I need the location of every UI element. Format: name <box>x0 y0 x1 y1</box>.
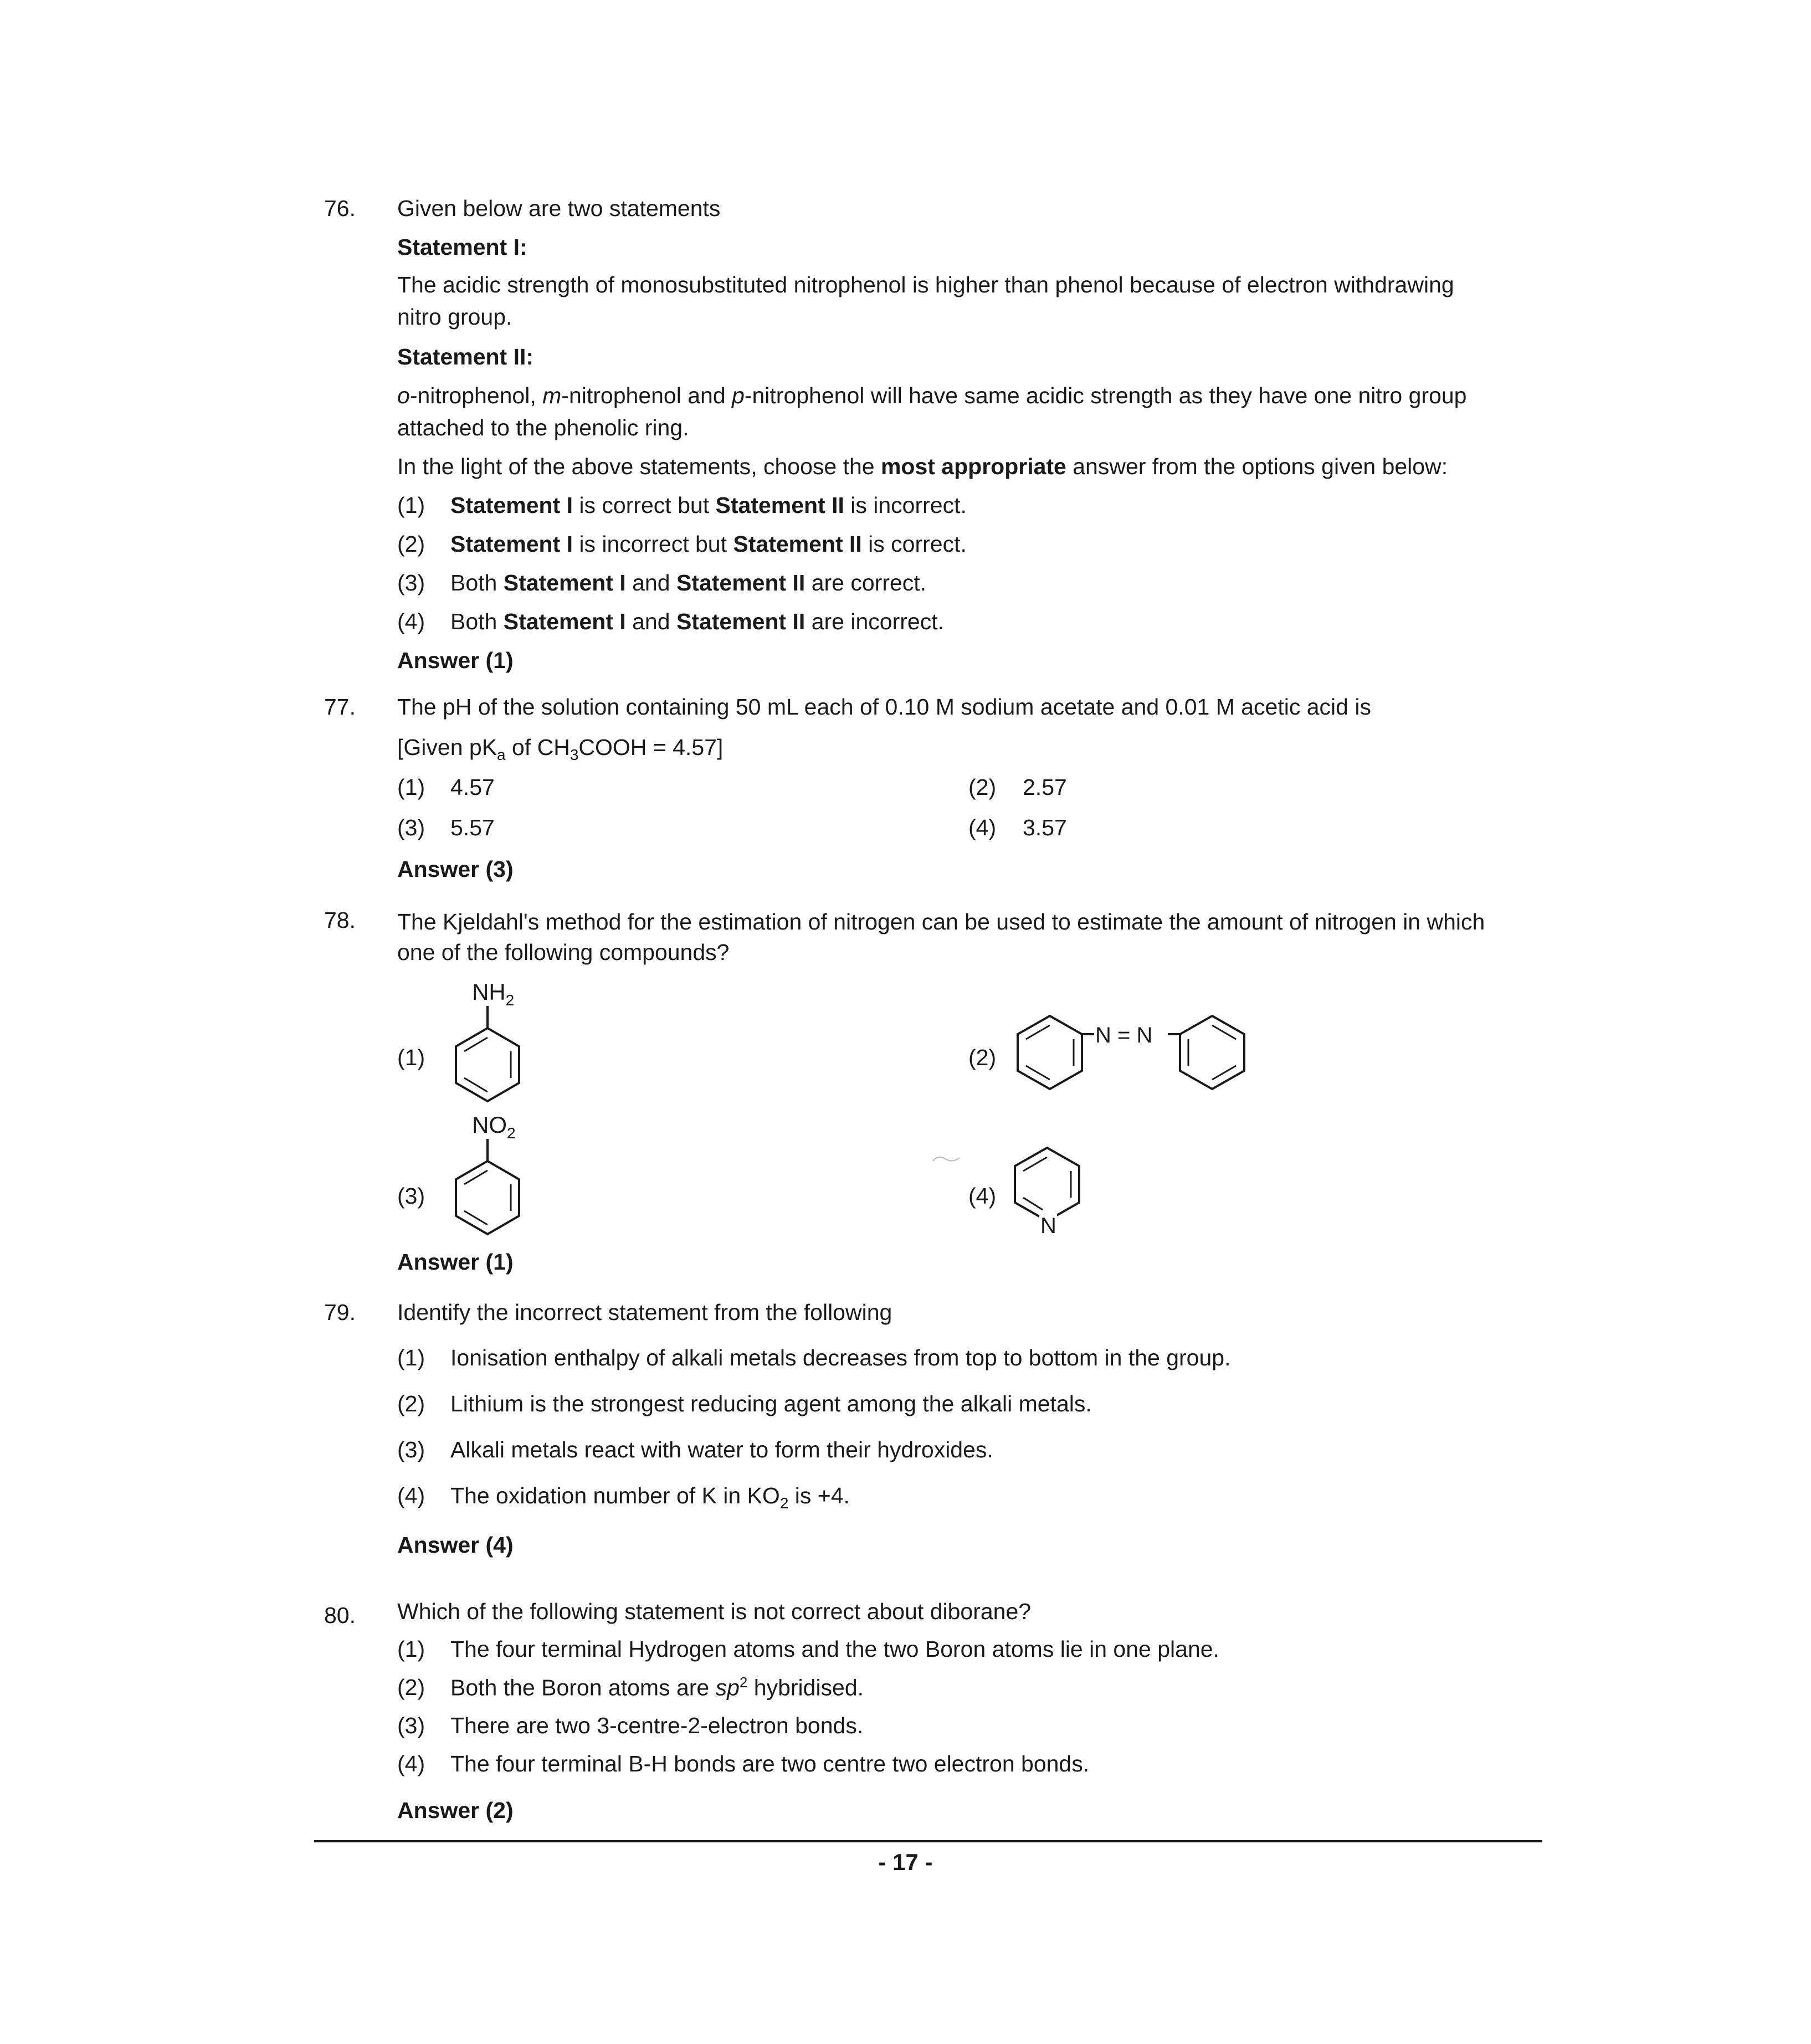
option-number: (1) <box>397 1636 425 1662</box>
option-2[interactable]: Statement I is incorrect but Statement II is correct. <box>450 531 967 557</box>
statement-2-text-cont: attached to the phenolic ring. <box>397 415 689 440</box>
svg-text:NH2: $NH_2$ <box>472 979 515 1009</box>
option-number: (2) <box>968 1045 997 1070</box>
option-3[interactable]: There are two 3-centre-2-electron bonds. <box>450 1713 864 1738</box>
statement-1-text: The acidic strength of monosubstituted nitrophenol is higher than phenol because of electron withdrawing <box>397 272 1454 297</box>
option-4[interactable]: 3.57 <box>1023 815 1067 840</box>
pyridine-structure[interactable] <box>1008 1141 1097 1241</box>
option-2[interactable]: Lithium is the strongest reducing agent among the alkali metals. <box>450 1391 1092 1416</box>
option-4[interactable]: The four terminal B-H bonds are two centre two electron bonds. <box>450 1751 1090 1776</box>
option-number: (1) <box>397 774 425 800</box>
question-number: 79. <box>324 1300 356 1325</box>
question-intro: Given below are two statements <box>397 196 721 221</box>
option-number: (1) <box>397 492 425 518</box>
option-number: (2) <box>397 1391 425 1416</box>
option-number: (3) <box>397 815 425 840</box>
svg-text:N = N: N = N <box>1095 1023 1153 1047</box>
scan-mark <box>931 1152 969 1169</box>
option-1[interactable]: 4.57 <box>450 774 495 800</box>
option-4[interactable]: Both Statement I and Statement II are incorrect. <box>450 609 944 634</box>
option-number: (3) <box>397 1437 425 1462</box>
answer: Answer (2) <box>397 1798 514 1823</box>
nitrobenzene-structure[interactable] <box>438 1108 537 1241</box>
option-number: (3) <box>397 1713 425 1738</box>
option-number: (1) <box>397 1045 425 1070</box>
statement-1-text-cont: nitro group. <box>397 304 512 330</box>
option-number: (4) <box>397 1483 425 1508</box>
statement-2-text: o-nitrophenol, m-nitrophenol and p-nitrophenol will have same acidic strength as they have one nitro group <box>397 383 1467 408</box>
question-text: Identify the incorrect statement from the following <box>397 1300 892 1325</box>
option-number: (2) <box>968 774 997 800</box>
footer-rule <box>314 1840 1542 1842</box>
answer: Answer (4) <box>397 1532 514 1558</box>
question-number: 77. <box>324 694 356 720</box>
page-number: - 17 - <box>878 1849 933 1875</box>
question-number: 76. <box>324 196 356 221</box>
question-text: The Kjeldahl's method for the estimation of nitrogen can be used to estimate the amount of nitrogen in which <box>397 909 1485 934</box>
option-1[interactable]: Ionisation enthalpy of alkali metals decreases from top to bottom in the group. <box>450 1345 1231 1370</box>
option-number: (4) <box>397 1751 425 1776</box>
azobenzene-structure[interactable] <box>1011 1008 1255 1097</box>
svg-text:NO2: $NO_2$ <box>472 1112 516 1142</box>
option-2[interactable]: 2.57 <box>1023 774 1067 800</box>
question-prompt: In the light of the above statements, choose the most appropriate answer from the options given below: <box>397 454 1448 479</box>
option-number: (4) <box>968 1183 997 1209</box>
question-text: Which of the following statement is not correct about diborane? <box>397 1599 1032 1624</box>
aniline-structure[interactable] <box>438 975 537 1108</box>
answer: Answer (3) <box>397 856 514 882</box>
option-number: (3) <box>397 1183 425 1209</box>
statement-2-label: Statement II: <box>397 344 534 369</box>
option-number: (4) <box>968 815 997 840</box>
question-number: 80. <box>324 1603 356 1628</box>
option-3[interactable]: 5.57 <box>450 815 495 840</box>
option-1[interactable]: The four terminal Hydrogen atoms and the two Boron atoms lie in one plane. <box>450 1636 1219 1662</box>
statement-1-label: Statement I: <box>397 234 527 260</box>
option-1[interactable]: Statement I is correct but Statement II is incorrect. <box>450 492 967 518</box>
svg-text:N: N <box>1040 1214 1056 1238</box>
option-3[interactable]: Both Statement I and Statement II are correct. <box>450 570 927 595</box>
answer: Answer (1) <box>397 1249 514 1275</box>
option-number: (2) <box>397 1675 425 1700</box>
question-number: 78. <box>324 907 356 933</box>
question-text-cont: one of the following compounds? <box>397 939 730 965</box>
option-4[interactable]: The oxidation number of K in $KO_2$ is +4. <box>450 1483 850 1512</box>
question-text: The pH of the solution containing 50 mL each of 0.10 M sodium acetate and 0.01 M acetic acid is <box>397 694 1371 720</box>
option-number: (3) <box>397 570 425 595</box>
option-2[interactable]: Both the Boron atoms are $sp^2$ hybridised. <box>450 1674 864 1701</box>
option-3[interactable]: Alkali metals react with water to form their hydroxides. <box>450 1437 993 1462</box>
option-number: (2) <box>397 531 425 557</box>
option-number: (1) <box>397 1345 425 1370</box>
answer: Answer (1) <box>397 648 514 673</box>
given-data: [Given $pK_a$ of $CH_3COOH = 4.57$] <box>397 735 724 764</box>
option-number: (4) <box>397 609 425 634</box>
